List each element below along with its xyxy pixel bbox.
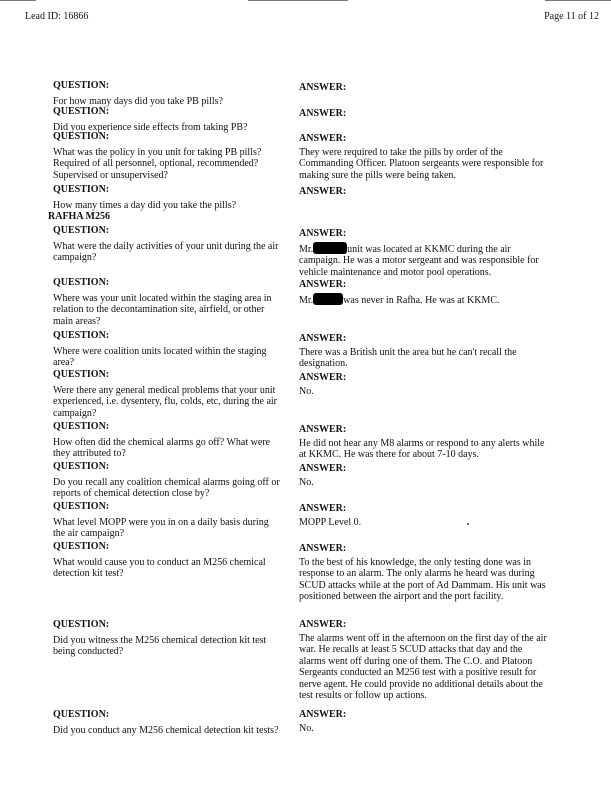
question-block <box>53 184 283 211</box>
question-text: Did you conduct any M256 chemical detection kit tests? <box>53 724 279 736</box>
answer-label: ANSWER: <box>299 463 347 474</box>
redaction-mark <box>313 293 343 305</box>
question-label: QUESTION: <box>53 501 110 512</box>
answer-text: No. <box>299 722 314 734</box>
question-label: QUESTION: <box>53 461 110 472</box>
question-block <box>53 80 283 107</box>
answer-text: No. <box>299 476 314 488</box>
answer-block <box>299 228 549 278</box>
scan-line <box>545 0 611 1</box>
answer-text: There was a British unit the area but he can't recall the designation. <box>299 346 517 369</box>
answer-text-prefix: Mr. <box>299 243 314 255</box>
question-label: QUESTION: <box>53 80 110 91</box>
question-text: What was the policy in you unit for taking PB pills? Required of all personnel, optional, recommended? Supervised or unsupervised? <box>53 146 262 181</box>
answer-label: ANSWER: <box>299 333 347 344</box>
question-block <box>53 709 283 736</box>
answer-label: ANSWER: <box>299 108 347 119</box>
answer-text: No. <box>299 385 314 397</box>
answer-label: ANSWER: <box>299 424 347 435</box>
answer-label: ANSWER: <box>299 186 347 197</box>
answer-block <box>299 543 549 603</box>
answer-text: unit was located at KKMC during the air campaign. He was a motor sergeant and was responsible for vehicle maintenance and motor pool operations. <box>299 243 539 278</box>
scan-line <box>0 0 36 1</box>
question-block <box>53 541 283 580</box>
redaction-mark <box>313 242 347 254</box>
answer-label: ANSWER: <box>299 503 347 514</box>
section-title: RAFHA M256 <box>48 211 110 222</box>
answer-text: MOPP Level 0. <box>299 516 362 528</box>
answer-text-prefix: Mr. <box>299 294 314 306</box>
question-text: For how many days did you take PB pills? <box>53 95 223 107</box>
question-block <box>53 277 283 327</box>
answer-block <box>299 372 549 397</box>
question-block <box>53 461 283 500</box>
answer-text: The alarms went off in the afternoon on the first day of the air war. He recalls at least 5 SCUD attacks that day and the alarms went off during one of them. The C.O. and Platoon Sergeants conducted an M256 test with a positive result for nerve agent. He could provide no additional details about the test results or follow up actions. <box>299 632 547 701</box>
question-label: QUESTION: <box>53 421 110 432</box>
question-label: QUESTION: <box>53 330 110 341</box>
answer-label: ANSWER: <box>299 709 347 720</box>
answer-block <box>299 186 549 200</box>
answer-block <box>299 279 549 306</box>
lead-id: Lead ID: 16866 <box>25 11 89 22</box>
question-text: Did you experience side effects from taking PB? <box>53 121 248 133</box>
answer-text: He did not hear any M8 alarms or respond to any alerts while at KKMC. He was there for about 7-10 days. <box>299 437 545 460</box>
question-text: What were the daily activities of your unit during the air campaign? <box>53 240 279 263</box>
question-label: QUESTION: <box>53 225 110 236</box>
page-number: Page 11 of 12 <box>544 11 599 22</box>
answer-block <box>299 108 549 122</box>
question-text: What would cause you to conduct an M256 chemical detection kit test? <box>53 556 266 579</box>
answer-block <box>299 503 549 528</box>
answer-label: ANSWER: <box>299 372 347 383</box>
answer-label: ANSWER: <box>299 543 347 554</box>
scan-speck <box>467 523 469 525</box>
question-label: QUESTION: <box>53 106 110 117</box>
answer-block <box>299 424 549 461</box>
question-block <box>53 106 283 133</box>
question-block <box>53 330 283 369</box>
question-label: QUESTION: <box>53 619 110 630</box>
question-label: QUESTION: <box>53 369 110 380</box>
question-text: Where were coalition units located within the staging area? <box>53 345 267 368</box>
question-block <box>53 131 283 181</box>
answer-block <box>299 133 549 181</box>
question-block <box>53 369 283 419</box>
question-label: QUESTION: <box>53 131 110 142</box>
answer-label: ANSWER: <box>299 279 347 290</box>
question-text: What level MOPP were you in on a daily basis during the air campaign? <box>53 516 269 539</box>
question-text: How many times a day did you take the pills? <box>53 199 237 211</box>
question-text: Do you recall any coalition chemical alarms going off or reports of chemical detection close by? <box>53 476 280 499</box>
answer-block <box>299 619 549 702</box>
answer-text: To the best of his knowledge, the only testing done was in response to an alarm. The only alarms he heard was during SCUD attacks while at the port of Ad Dammam. His unit was positioned between the airport and the port facility. <box>299 556 546 602</box>
question-block <box>53 619 283 658</box>
question-label: QUESTION: <box>53 277 110 288</box>
question-text: Where was your unit located within the staging area in relation to the decontamination site, airfield, or other main areas? <box>53 292 272 327</box>
question-block <box>53 421 283 460</box>
answer-block <box>299 463 549 488</box>
answer-text: was never in Rafha. He was at KKMC. <box>343 294 500 306</box>
scan-line <box>248 0 348 1</box>
question-label: QUESTION: <box>53 541 110 552</box>
answer-label: ANSWER: <box>299 228 347 239</box>
question-text: Did you witness the M256 chemical detection kit test being conducted? <box>53 634 267 657</box>
answer-text: They were required to take the pills by order of the Commanding Officer. Platoon sergeants were responsible for making sure the pills were being taken. <box>299 146 544 181</box>
question-label: QUESTION: <box>53 184 110 195</box>
question-label: QUESTION: <box>53 709 110 720</box>
question-block <box>53 501 283 540</box>
answer-block <box>299 82 549 96</box>
question-text: How often did the chemical alarms go off? What were they attributed to? <box>53 436 271 459</box>
answer-block <box>299 333 549 370</box>
question-block <box>53 225 283 264</box>
answer-label: ANSWER: <box>299 133 347 144</box>
answer-block <box>299 709 549 734</box>
answer-label: ANSWER: <box>299 82 347 93</box>
answer-label: ANSWER: <box>299 619 347 630</box>
question-text: Were there any general medical problems that your unit experienced, i.e. dysentery, flu, colds, etc, during the air campaign? <box>53 384 277 419</box>
